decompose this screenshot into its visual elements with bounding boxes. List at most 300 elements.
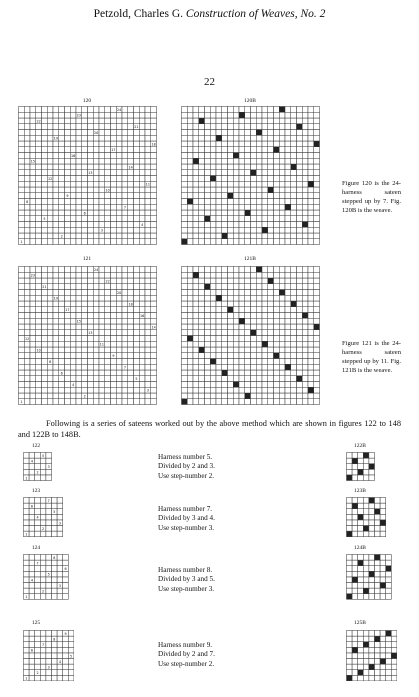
grid-cell (88, 382, 94, 388)
grid-cell (57, 594, 63, 600)
grid-cell (268, 107, 274, 113)
grid-cell (42, 267, 48, 273)
grid-cell (285, 290, 291, 296)
grid-cell (36, 181, 42, 187)
grid-cell (314, 376, 320, 382)
grid-cell (145, 272, 151, 278)
grid-cell (375, 571, 381, 577)
grid-cell (134, 330, 140, 336)
grid-cell (256, 153, 262, 159)
grid-cell (111, 313, 117, 319)
grid-cell (182, 376, 188, 382)
grid-cell (239, 382, 245, 388)
grid-cell (386, 659, 392, 665)
grid-cell (35, 453, 41, 459)
grid-cell (251, 112, 257, 118)
grid-cell (46, 531, 52, 537)
grid-cell (53, 153, 59, 159)
grid-cell (63, 636, 69, 642)
grid-cell (139, 324, 145, 330)
grid-cell (205, 193, 211, 199)
grid-cell (314, 267, 320, 273)
grid-cell (256, 318, 262, 324)
grid-cell (128, 307, 134, 313)
header-title: Construction of Weaves, No. 2 (185, 8, 326, 20)
grid-cell (47, 330, 53, 336)
intro-paragraph: Following is a series of sateens worked out by the above method which are shown in figures 122 to 148 and 122B to 148B. (18, 419, 401, 439)
grid-cell (19, 130, 25, 136)
grid-cell (182, 147, 188, 153)
grid-cell (145, 370, 151, 376)
grid-cell (233, 301, 239, 307)
grid-cell (375, 588, 381, 594)
grid-cell (291, 153, 297, 159)
grid-cell (40, 566, 46, 572)
grid-cell (308, 135, 314, 141)
grid-cell (116, 295, 122, 301)
grid-cell (105, 330, 111, 336)
grid-cell (134, 324, 140, 330)
marked-cell (245, 210, 251, 216)
grid-cell (24, 631, 30, 637)
draft-grid (23, 630, 74, 681)
grid-cell (285, 341, 291, 347)
grid-cell (59, 387, 65, 393)
grid-cell (262, 141, 268, 147)
grid-cell (386, 555, 392, 561)
step-number: 13 (88, 171, 93, 176)
grid-cell (302, 336, 308, 342)
grid-cell (128, 170, 134, 176)
figure-122b-weave (346, 452, 375, 481)
grid-cell (233, 118, 239, 124)
grid-cell (375, 531, 381, 537)
grid-cell (352, 514, 358, 520)
grid-cell (29, 670, 35, 676)
grid-cell (19, 353, 25, 359)
grid-cell (302, 216, 308, 222)
grid-cell (30, 318, 36, 324)
grid-cell (386, 577, 392, 583)
grid-cell (274, 267, 280, 273)
grid-cell (30, 387, 36, 393)
grid-cell (122, 199, 128, 205)
grid-cell (139, 112, 145, 118)
grid-cell (93, 393, 99, 399)
grid-cell (291, 158, 297, 164)
figure-123-line-2: Divided by 3 and 4. (158, 514, 215, 523)
figure-124-line-2: Divided by 3 and 5. (158, 575, 215, 584)
grid-cell (19, 267, 25, 273)
grid-cell (145, 313, 151, 319)
grid-cell (291, 107, 297, 113)
grid-cell (369, 458, 375, 464)
marked-cell (375, 509, 381, 515)
grid-cell (65, 222, 71, 228)
grid-cell (70, 164, 76, 170)
grid-cell (19, 210, 25, 216)
grid-cell (302, 330, 308, 336)
grid-cell (352, 498, 358, 504)
grid-cell (193, 164, 199, 170)
grid-cell (182, 301, 188, 307)
grid-cell (302, 158, 308, 164)
grid-cell (47, 222, 53, 228)
grid-cell (216, 141, 222, 147)
grid-cell (99, 204, 105, 210)
grid-cell (128, 272, 134, 278)
grid-cell (233, 284, 239, 290)
grid-cell (122, 233, 128, 239)
grid-cell (391, 675, 397, 681)
grid-cell (347, 555, 353, 561)
grid-cell (24, 341, 30, 347)
grid-cell (19, 295, 25, 301)
grid-cell (199, 376, 205, 382)
grid-cell (256, 124, 262, 130)
grid-cell (245, 216, 251, 222)
grid-cell (93, 399, 99, 405)
grid-cell (363, 503, 369, 509)
grid-cell (105, 193, 111, 199)
grid-cell (222, 290, 228, 296)
grid-cell (122, 347, 128, 353)
grid-cell (47, 370, 53, 376)
grid-cell (59, 359, 65, 365)
grid-cell (116, 359, 122, 365)
grid-cell (30, 370, 36, 376)
grid-cell (291, 204, 297, 210)
grid-cell (70, 170, 76, 176)
grid-cell (228, 364, 234, 370)
grid-cell (199, 278, 205, 284)
grid-cell (70, 124, 76, 130)
grid-cell (63, 577, 69, 583)
grid-cell (46, 475, 52, 481)
step-number: 8 (53, 637, 56, 642)
grid-cell (268, 204, 274, 210)
grid-cell (116, 181, 122, 187)
grid-cell (199, 290, 205, 296)
grid-cell (268, 193, 274, 199)
grid-cell (314, 187, 320, 193)
grid-cell (40, 498, 46, 504)
grid-cell (239, 324, 245, 330)
grid-cell (193, 295, 199, 301)
grid-cell (308, 307, 314, 313)
grid-cell (187, 210, 193, 216)
grid-cell (19, 227, 25, 233)
grid-cell (182, 353, 188, 359)
grid-cell (122, 158, 128, 164)
grid-cell (40, 555, 46, 561)
grid-cell (205, 301, 211, 307)
grid-cell (369, 577, 375, 583)
step-number: 6 (64, 567, 67, 572)
grid-cell (19, 181, 25, 187)
grid-cell (308, 318, 314, 324)
grid-cell (216, 153, 222, 159)
grid-cell (216, 187, 222, 193)
grid-cell (297, 341, 303, 347)
grid-cell (297, 227, 303, 233)
grid-cell (347, 642, 353, 648)
grid-cell (308, 187, 314, 193)
grid-cell (285, 336, 291, 342)
grid-cell (47, 158, 53, 164)
grid-cell (88, 112, 94, 118)
grid-cell (47, 153, 53, 159)
grid-cell (59, 290, 65, 296)
grid-cell (99, 376, 105, 382)
grid-cell (139, 135, 145, 141)
step-number: 4 (72, 382, 75, 387)
grid-cell (19, 107, 25, 113)
grid-cell (256, 399, 262, 405)
grid-cell (99, 222, 105, 228)
step-number: 3 (47, 665, 50, 670)
grid-cell (122, 318, 128, 324)
grid-cell (128, 107, 134, 113)
grid-cell (76, 324, 82, 330)
grid-cell (65, 227, 71, 233)
grid-cell (57, 526, 63, 532)
marked-cell (369, 664, 375, 670)
grid-cell (19, 147, 25, 153)
grid-cell (65, 318, 71, 324)
grid-cell (134, 153, 140, 159)
grid-cell (24, 295, 30, 301)
grid-cell (65, 393, 71, 399)
grid-cell (47, 239, 53, 245)
grid-cell (358, 503, 364, 509)
grid-cell (65, 187, 71, 193)
grid-cell (268, 141, 274, 147)
grid-cell (46, 520, 52, 526)
grid-cell (30, 187, 36, 193)
grid-cell (274, 107, 280, 113)
grid-cell (53, 118, 59, 124)
grid-cell (70, 181, 76, 187)
grid-cell (70, 278, 76, 284)
grid-cell (53, 222, 59, 228)
grid-cell (262, 135, 268, 141)
grid-cell (285, 324, 291, 330)
grid-cell (256, 135, 262, 141)
grid-cell (268, 359, 274, 365)
grid-cell (93, 158, 99, 164)
grid-cell (274, 164, 280, 170)
grid-cell (233, 199, 239, 205)
step-number: 10 (105, 188, 110, 193)
grid-cell (216, 370, 222, 376)
grid-cell (274, 278, 280, 284)
grid-cell (199, 107, 205, 113)
grid-cell (199, 187, 205, 193)
grid-cell (285, 216, 291, 222)
figure-123b-label: 123B (354, 488, 366, 494)
grid-cell (297, 170, 303, 176)
grid-cell (239, 295, 245, 301)
grid-cell (151, 199, 157, 205)
grid-cell (134, 130, 140, 136)
grid-cell (228, 118, 234, 124)
grid-cell (291, 376, 297, 382)
grid-cell (210, 313, 216, 319)
grid-cell (53, 199, 59, 205)
grid-cell (279, 222, 285, 228)
grid-cell (19, 330, 25, 336)
grid-cell (93, 284, 99, 290)
grid-cell (30, 227, 36, 233)
grid-cell (239, 130, 245, 136)
grid-cell (59, 164, 65, 170)
figure-125-label: 125 (31, 620, 41, 626)
grid-cell (36, 341, 42, 347)
grid-cell (46, 555, 52, 561)
step-number: 14 (128, 165, 133, 170)
grid-cell (40, 531, 46, 537)
grid-cell (24, 376, 30, 382)
grid-cell (268, 199, 274, 205)
grid-cell (205, 124, 211, 130)
grid-cell (65, 376, 71, 382)
grid-cell (285, 301, 291, 307)
grid-cell (151, 370, 157, 376)
grid-cell (145, 290, 151, 296)
grid-cell (93, 359, 99, 365)
grid-cell (193, 170, 199, 176)
marked-cell (302, 222, 308, 228)
grid-cell (76, 227, 82, 233)
grid-cell (285, 399, 291, 405)
figure-125-draft (23, 630, 74, 681)
figure-122-description (158, 453, 215, 481)
grid-cell (65, 199, 71, 205)
grid-cell (122, 153, 128, 159)
grid-cell (122, 272, 128, 278)
grid-cell (151, 272, 157, 278)
grid-cell (279, 376, 285, 382)
grid-cell (352, 560, 358, 566)
grid-cell (29, 531, 35, 537)
grid-cell (93, 187, 99, 193)
grid-cell (380, 503, 386, 509)
grid-cell (70, 267, 76, 273)
grid-cell (268, 118, 274, 124)
marked-cell (233, 153, 239, 159)
grid-cell (134, 210, 140, 216)
grid-cell (228, 181, 234, 187)
grid-cell (233, 376, 239, 382)
grid-cell (358, 475, 364, 481)
grid-cell (222, 284, 228, 290)
grid-cell (233, 193, 239, 199)
grid-cell (30, 376, 36, 382)
grid-cell (99, 164, 105, 170)
grid-cell (182, 187, 188, 193)
grid-cell (222, 124, 228, 130)
step-number: 22 (105, 279, 110, 284)
grid-cell (245, 233, 251, 239)
grid-cell (116, 141, 122, 147)
grid-cell (363, 509, 369, 515)
grid-cell (46, 503, 52, 509)
grid-cell (262, 278, 268, 284)
grid-cell (302, 376, 308, 382)
grid-cell (128, 336, 134, 342)
grid-cell (76, 210, 82, 216)
grid-cell (99, 387, 105, 393)
grid-cell (297, 239, 303, 245)
grid-cell (251, 267, 257, 273)
grid-cell (256, 359, 262, 365)
grid-cell (19, 336, 25, 342)
grid-cell (93, 141, 99, 147)
grid-cell (251, 387, 257, 393)
grid-cell (274, 330, 280, 336)
grid-cell (199, 313, 205, 319)
grid-cell (53, 227, 59, 233)
grid-cell (375, 577, 381, 583)
grid-cell (251, 399, 257, 405)
grid-cell (105, 112, 111, 118)
grid-cell (251, 353, 257, 359)
grid-cell (111, 176, 117, 182)
grid-cell (297, 307, 303, 313)
grid-cell (145, 301, 151, 307)
grid-cell (42, 399, 48, 405)
grid-cell (52, 526, 58, 532)
grid-cell (145, 267, 151, 273)
grid-cell (93, 164, 99, 170)
grid-cell (256, 347, 262, 353)
grid-cell (297, 135, 303, 141)
grid-cell (36, 233, 42, 239)
grid-cell (151, 393, 157, 399)
grid-cell (30, 141, 36, 147)
grid-cell (99, 124, 105, 130)
grid-cell (210, 347, 216, 353)
grid-cell (36, 147, 42, 153)
grid-cell (308, 141, 314, 147)
grid-cell (19, 204, 25, 210)
grid-cell (297, 318, 303, 324)
grid-cell (274, 359, 280, 365)
grid-cell (297, 267, 303, 273)
grid-cell (82, 387, 88, 393)
grid-cell (210, 135, 216, 141)
step-number: 1 (25, 476, 28, 481)
grid-cell (285, 193, 291, 199)
grid-cell (139, 199, 145, 205)
grid-cell (122, 210, 128, 216)
grid-cell (199, 233, 205, 239)
grid-cell (256, 107, 262, 113)
grid-cell (302, 181, 308, 187)
grid-cell (19, 284, 25, 290)
grid-cell (99, 118, 105, 124)
grid-cell (182, 153, 188, 159)
grid-cell (36, 290, 42, 296)
grid-cell (251, 199, 257, 205)
grid-cell (29, 594, 35, 600)
grid-cell (59, 307, 65, 313)
grid-cell (24, 267, 30, 273)
grid-cell (105, 376, 111, 382)
grid-cell (279, 181, 285, 187)
step-number: 1 (20, 400, 23, 405)
